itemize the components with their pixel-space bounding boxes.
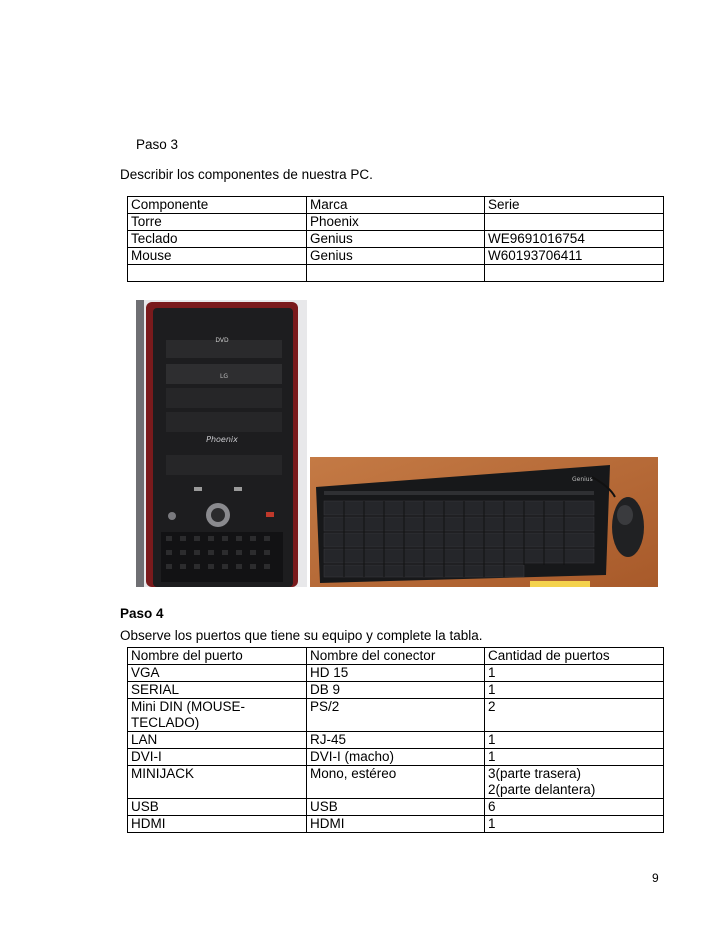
table-cell: Genius bbox=[307, 248, 485, 265]
keyboard-photo bbox=[310, 457, 658, 587]
table-header-row bbox=[128, 197, 664, 214]
dvd-label: DVD bbox=[215, 337, 229, 344]
header-cell: Nombre del conector bbox=[307, 648, 485, 665]
step3-description: Describir los componentes de nuestra PC. bbox=[120, 167, 373, 182]
table-cell bbox=[128, 265, 307, 282]
table-cell: Mini DIN (MOUSE- TECLADO) bbox=[128, 699, 307, 732]
table-cell: LAN bbox=[128, 732, 307, 749]
table-row bbox=[128, 231, 664, 248]
table-cell: Torre bbox=[128, 214, 307, 231]
header-cell: Componente bbox=[128, 197, 307, 214]
table-cell: MINIJACK bbox=[128, 766, 307, 799]
page-number: 9 bbox=[652, 871, 659, 885]
table-cell: 1 bbox=[485, 665, 664, 682]
table-header-row bbox=[128, 648, 664, 665]
table-cell: DB 9 bbox=[307, 682, 485, 699]
table-cell: RJ-45 bbox=[307, 732, 485, 749]
table-cell: 1 bbox=[485, 816, 664, 833]
step4-heading: Paso 4 bbox=[120, 606, 164, 621]
header-cell: Cantidad de puertos bbox=[485, 648, 664, 665]
ports-table bbox=[127, 647, 664, 833]
table-cell: DVI-I bbox=[128, 749, 307, 766]
table-row bbox=[128, 265, 664, 282]
table-cell: HDMI bbox=[128, 816, 307, 833]
table-cell: Mouse bbox=[128, 248, 307, 265]
table-cell: WE9691016754 bbox=[485, 231, 664, 248]
table-row bbox=[128, 682, 664, 699]
table-row bbox=[128, 214, 664, 231]
table-cell: VGA bbox=[128, 665, 307, 682]
step3-heading: Paso 3 bbox=[136, 137, 179, 152]
table-cell: 2 bbox=[485, 699, 664, 732]
table-cell: PS/2 bbox=[307, 699, 485, 732]
table-cell bbox=[485, 265, 664, 282]
genius-logo: Genius bbox=[572, 476, 593, 483]
table-cell: HDMI bbox=[307, 816, 485, 833]
table-row bbox=[128, 799, 664, 816]
phoenix-logo: Phoenix bbox=[206, 435, 238, 444]
table-cell: USB bbox=[307, 799, 485, 816]
table-cell bbox=[307, 265, 485, 282]
table-cell: 1 bbox=[485, 732, 664, 749]
table-cell bbox=[485, 214, 664, 231]
components-table bbox=[127, 196, 664, 282]
table-cell: Teclado bbox=[128, 231, 307, 248]
table-row bbox=[128, 665, 664, 682]
header-cell: Serie bbox=[485, 197, 664, 214]
header-cell: Nombre del puerto bbox=[128, 648, 307, 665]
table-cell: W60193706411 bbox=[485, 248, 664, 265]
table-row bbox=[128, 699, 664, 732]
table-row bbox=[128, 248, 664, 265]
table-cell: USB bbox=[128, 799, 307, 816]
header-cell: Marca bbox=[307, 197, 485, 214]
table-cell: 3(parte trasera) 2(parte delantera) bbox=[485, 766, 664, 799]
table-cell: Mono, estéreo bbox=[307, 766, 485, 799]
table-row bbox=[128, 749, 664, 766]
table-cell: 1 bbox=[485, 682, 664, 699]
step4-description: Observe los puertos que tiene su equipo y complete la tabla. bbox=[120, 628, 483, 643]
table-row bbox=[128, 732, 664, 749]
table-row bbox=[128, 816, 664, 833]
table-cell: Genius bbox=[307, 231, 485, 248]
tower-photo bbox=[136, 300, 307, 587]
table-cell: SERIAL bbox=[128, 682, 307, 699]
table-cell: DVI-I (macho) bbox=[307, 749, 485, 766]
table-cell: 6 bbox=[485, 799, 664, 816]
lg-label: LG bbox=[220, 373, 228, 380]
table-row bbox=[128, 766, 664, 799]
table-cell: 1 bbox=[485, 749, 664, 766]
table-cell: Phoenix bbox=[307, 214, 485, 231]
table-cell: HD 15 bbox=[307, 665, 485, 682]
